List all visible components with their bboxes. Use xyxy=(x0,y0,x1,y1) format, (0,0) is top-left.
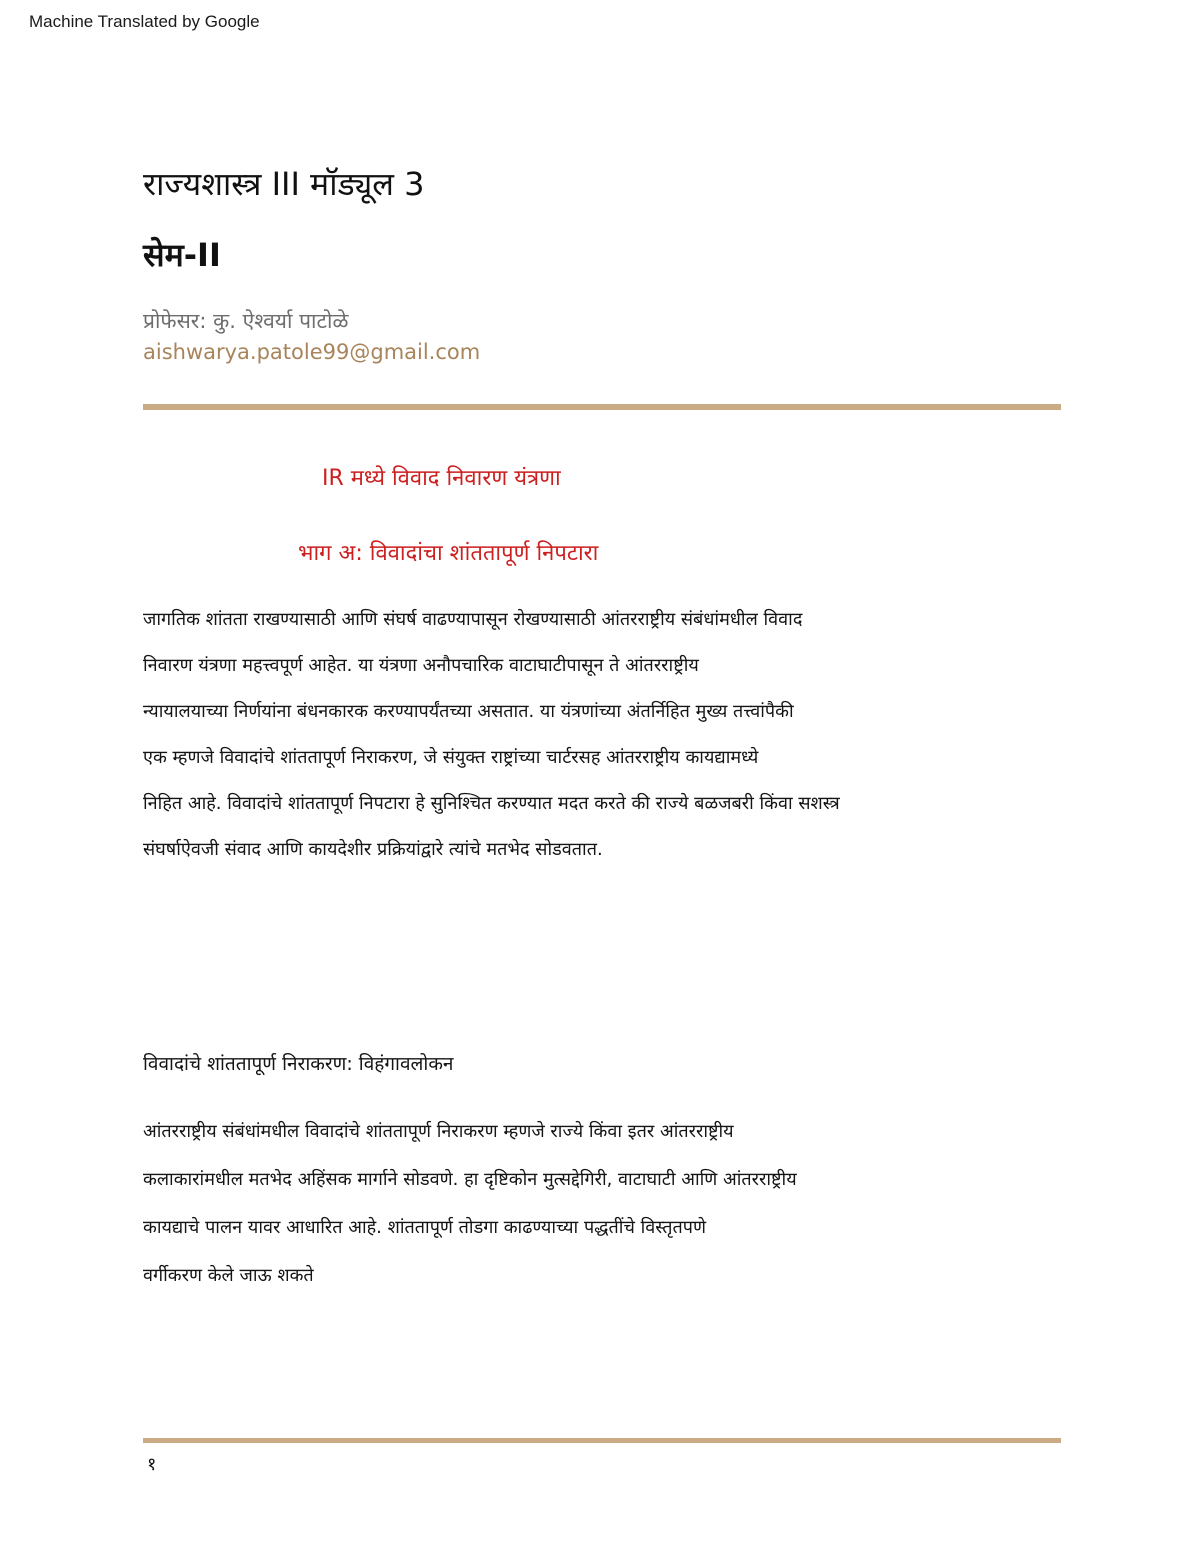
header-divider xyxy=(143,404,1061,410)
document-title: राज्यशास्त्र III मॉड्यूल 3 xyxy=(143,165,425,203)
section-main-heading: IR मध्ये विवाद निवारण यंत्रणा xyxy=(322,466,561,491)
document-subtitle: सेम-II xyxy=(143,236,221,274)
intro-paragraph xyxy=(143,597,840,873)
professor-email: aishwarya.patole99@gmail.com xyxy=(143,340,481,364)
paragraph-line: निहित आहे. विवादांचे शांततापूर्ण निपटारा हे सुनिश्चित करण्यात मदत करते की राज्ये बळजबरी किंवा सशस्त्र xyxy=(143,793,840,814)
paragraph-line: निवारण यंत्रणा महत्त्वपूर्ण आहेत. या यंत्रणा अनौपचारिक वाटाघाटीपासून ते आंतरराष्ट्रीय xyxy=(143,655,699,676)
section-part-heading: भाग अ: विवादांचा शांततापूर्ण निपटारा xyxy=(298,541,599,566)
professor-name: प्रोफेसर: कु. ऐश्वर्या पाटोळे xyxy=(143,309,349,333)
paragraph-line: न्यायालयाच्या निर्णयांना बंधनकारक करण्यापर्यंतच्या असतात. या यंत्रणांच्या अंतर्निहित मुख्य तत्त्वांपैकी xyxy=(143,701,794,722)
paragraph-line: कलाकारांमधील मतभेद अहिंसक मार्गाने सोडवणे. हा दृष्टिकोन मुत्सद्देगिरी, वाटाघाटी आणि आंतरराष्ट्रीय xyxy=(143,1169,797,1190)
page-number: १ xyxy=(147,1454,157,1475)
paragraph-line: कायद्याचे पालन यावर आधारित आहे. शांततापूर्ण तोडगा काढण्याच्या पद्धतींचे विस्तृतपणे xyxy=(143,1217,707,1238)
machine-translation-watermark: Machine Translated by Google xyxy=(29,12,260,31)
paragraph-line: एक म्हणजे विवादांचे शांततापूर्ण निराकरण, जे संयुक्त राष्ट्रांच्या चार्टरसह आंतरराष्ट्रीय कायद्यामध्ये xyxy=(143,747,759,768)
paragraph-line: वर्गीकरण केले जाऊ शकते xyxy=(143,1265,314,1286)
paragraph-line: संघर्षाऐवजी संवाद आणि कायदेशीर प्रक्रियांद्वारे त्यांचे मतभेद सोडवतात. xyxy=(143,839,603,860)
overview-paragraph xyxy=(143,1108,797,1300)
overview-heading: विवादांचे शांततापूर्ण निराकरण: विहंगावलोकन xyxy=(143,1053,454,1075)
paragraph-line: जागतिक शांतता राखण्यासाठी आणि संघर्ष वाढण्यापासून रोखण्यासाठी आंतरराष्ट्रीय संबंधांमधील विवाद xyxy=(143,609,803,630)
paragraph-line: आंतरराष्ट्रीय संबंधांमधील विवादांचे शांततापूर्ण निराकरण म्हणजे राज्ये किंवा इतर आंतरराष्ट्रीय xyxy=(143,1121,734,1142)
footer-divider xyxy=(143,1438,1061,1443)
